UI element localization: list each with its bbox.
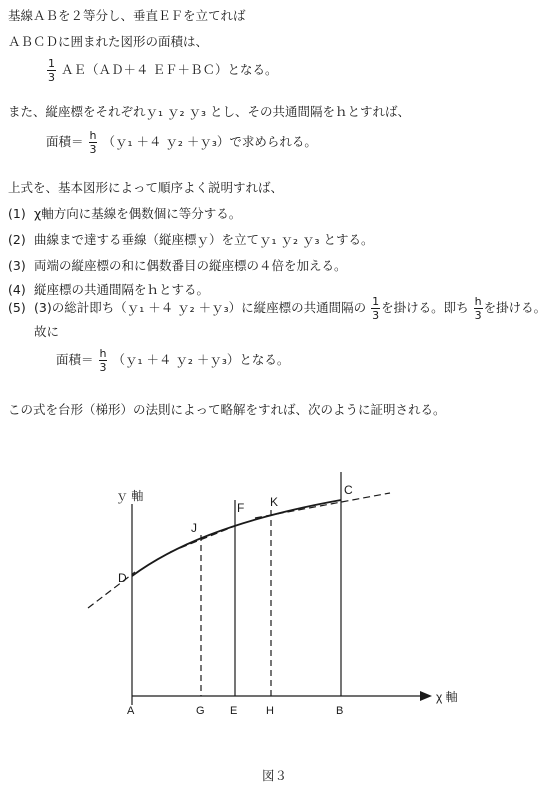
area-prefix: 面積＝ [46,134,84,149]
label-E: E [230,705,238,717]
text-line-1: 基線ＡＢを２等分し、垂直ＥＦを立てれば [8,8,246,23]
figure-caption: 図３ [262,768,288,783]
area-body: （ｙ₁ ＋４ ｙ₂ ＋ｙ₃）で求められる。 [102,134,317,149]
label-K: K [270,495,279,509]
label-A: A [127,705,135,717]
label-H: H [266,705,274,717]
label-D: D [118,571,127,585]
formula-area-2: 面積＝ $\frac{h}{3}$ （ｙ₁ ＋４ ｙ₂ ＋ｙ₃）となる。 [56,347,290,374]
label-J: J [191,521,197,535]
list-item-4: (4) 縦座標の共通間隔をｈとする。 [8,282,210,297]
text-line-6: 上式を、基本図形によって順序よく説明すれば、 [8,180,284,195]
therefore: 故に [34,324,60,339]
list-item-2: (2) 曲線まで達する垂線（縦座標ｙ）を立てｙ₁ ｙ₂ ｙ₃ とする。 [8,232,374,247]
y-axis-label: ｙ 軸 [116,489,144,503]
list-item-5: (5) (3)の総計即ち（ｙ₁ ＋４ ｙ₂ ＋ｙ₃）に縦座標の共通間隔の $\frac{1}{3}$ を掛ける。即ち $\frac{h}{3}$ を掛ける。 [8,295,547,322]
simpson-figure [0,460,550,760]
text-line-4: また、縦座標をそれぞれｙ₁ ｙ₂ ｙ₃ とし、その共通間隔をｈとすれば、 [8,104,410,119]
list-item-1: (1) χ軸方向に基線を偶数個に等分する。 [8,206,242,221]
formula-1-body: ＡＥ（ＡＤ＋４ ＥＦ＋ＢＣ）となる。 [60,62,278,77]
label-F: F [237,501,245,515]
text-line-last: この式を台形（梯形）の法則によって略解をすれば、次のように証明される。 [8,402,446,417]
fraction-one-third: $\frac{1}{3}$ [48,57,55,84]
text-line-2: ＡＢＣＤに囲まれた図形の面積は、 [8,34,209,49]
label-B: B [336,705,344,717]
formula-area [46,130,317,155]
label-C: C [344,483,353,497]
formula-1 [46,58,277,83]
x-axis-arrow [420,691,432,701]
fraction-h-third: $\frac{h}{3}$ [89,129,97,156]
list-item-3: (3) 両端の縦座標の和に偶数番目の縦座標の４倍を加える。 [8,258,347,273]
label-G: G [196,705,205,717]
x-axis-label: χ 軸 [436,690,458,704]
